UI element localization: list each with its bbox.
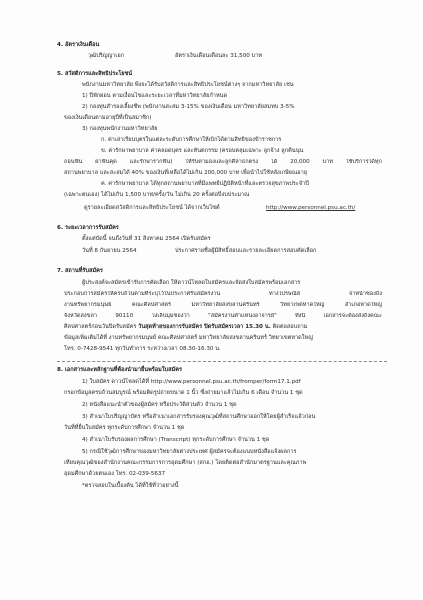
benefit-item-3b-cont: ถอนฟัน ผ่าฟันคุด และรักษารากฟัน) ให้รับตามองและลูกศิลาธกตรง ได้ 20,000 บาท ใช้บริการได้ทุก bbox=[64, 159, 382, 165]
deadline-notice: วันสุดท้ายของการรับสมัคร ปิดรับสมัครเวลา 15.30 น. bbox=[138, 324, 271, 330]
announcement-date: วันที่ 8 กันยายน 2564 bbox=[82, 248, 137, 254]
section-7-title: 7. สถานที่รับสมัคร bbox=[57, 268, 103, 274]
personnel-website-link[interactable]: http://www.personnel.psu.ac.th/ bbox=[266, 205, 356, 211]
benefits-more-info: ดูรายละเอียดสวัสดิการและสิทธิประโยชน์ ได้จากเว็บไซต์ bbox=[84, 205, 220, 211]
section-5-title: 5. สวัสดิการและสิทธิประโยชน์ bbox=[57, 71, 133, 77]
announcement-description: ประกาศรายชื่อผู้มีสิทธิ์สอบและรายละเอียดการสอบคัดเลือก bbox=[175, 248, 317, 254]
section-divider bbox=[57, 361, 387, 362]
benefit-item-3: 3) กองทุนพนักงานมหาวิทยาลัย bbox=[82, 126, 158, 132]
document-item-5-cont2: อุดมศึกษาด้วยตนเอง โทร. 02-039-5637 bbox=[64, 471, 166, 477]
application-place-line-3: งานทรัพยากรมนุษย์ คณะศิลปศาสตร์ มหาวิทยาลัยสงขลานครินทร์ วิทยาเขตหาดใหญ่ อำเภอหาดใหญ่ bbox=[64, 302, 382, 308]
document-check-note: *ตรวจสอบในเบื้องต้น ได้ที่ใช้ที่ว่าอย่างนี้ bbox=[82, 483, 179, 489]
application-place-line-1: ผู้ประสงค์จะสมัครเข้ารับการคัดเลือก ให้ดาวน์โหลดใบสมัครและจัดส่งใบสมัครพร้อมเอกสาร bbox=[82, 280, 301, 286]
benefit-item-2: 2) กองทุนสำรองเลี้ยงชีพ (พนักงานสะสม 3-15% ของเงินเดือน มหาวิทยาลัยสมทบ 3-5% bbox=[82, 104, 295, 110]
application-place-line-6: ข้อมูลเพิ่มเติมได้ที่ งานทรัพยากรมนุษย์ คณะศิลปศาสตร์ มหาวิทยาลัยสงขลานครินทร์ วิทยาเขตหาดใหญ่ bbox=[64, 335, 313, 341]
benefit-item-3b-cont2: สถานพยาบาล และสะสมได้ 40% ของเงินที่เหลือได้ไม่เกิน 200,000 บาท เพื่อนำไปใช้หลังเกษียณอายุ bbox=[64, 170, 308, 176]
section-4-title: 4. อัตราเงินเดือน bbox=[57, 42, 100, 48]
benefits-intro: พนักงานมหาวิทยาลัย พึงจะได้รับสวัสดิการและสิทธิประโยชน์ต่างๆ จากมหาวิทยาลัย เช่น bbox=[82, 82, 294, 88]
benefit-item-3b: ข. ค่ารักษาพยาบาล ค่าคลอดบุตร และทันตกรรม (ครอบคลุมเฉพาะ ลูกจ้าง ลูกคินนุน bbox=[101, 148, 304, 154]
benefit-item-2-cont: ของเงินเดือนตามอายุปีที่เป็นสมาชิก) bbox=[64, 115, 152, 121]
degree-requirement: วุฒิปริญญาเอก bbox=[88, 53, 125, 59]
document-item-4: 4) สำเนาใบรับรองผลการศึกษา (Transcript) ทุกระดับการศึกษา จำนวน 1 ชุด bbox=[82, 437, 270, 443]
document-item-5-cont: เทียบคุณวุฒิของสำนักงานคณะกรรมการการอุดมศึกษา (สกอ.) โดยติดต่อสำนักมาตรฐานและคุณภาพ bbox=[64, 460, 307, 466]
benefit-item-3c-cont: (เฉพาะตนเอง) ได้ไม่เกิน 1,500 บาท/ครั้ง/วัน ไม่เกิน 20 ครั้งต่อปีงบประมาณ bbox=[64, 192, 250, 198]
application-place-line-2: ประกอบการสมัครให้ครบถ้วนตามที่ระบุไว้ในประกาศรับสมัครงาน ทางไปรษณีย์ จ่าหน้าซองถึง bbox=[64, 291, 382, 297]
application-place-line-5 bbox=[64, 324, 307, 331]
contact-prefix: ติดต่อสอบถาม bbox=[270, 324, 308, 330]
document-item-3: 3) สำเนาใบปริญญาบัตร หรือสำเนาเอกสารรับรองคุณวุฒิที่สถานศึกษาออกให้โดยผู้สำเร็จแล้วก่อน bbox=[82, 414, 316, 420]
benefit-item-1: 1) ปีพักผ่อน ตามเงื่อนไขและระยะเวลาที่มหาวิทยาลัยกำหนด bbox=[82, 93, 228, 99]
document-item-5: 5) กรณีใช้วุฒิการศึกษาของมหาวิทยาลัยต่างประเทศ ผู้สมัครจะต้องแนบหนังสือแจ้งผลการ bbox=[82, 449, 297, 455]
document-item-1: 1) ใบสมัคร ดาวน์โหลดได้ที่ http://www.personnel.psu.ac.th/fromper/form17.1.pdf bbox=[82, 379, 301, 385]
document-item-3-cont: วันที่ที่ยื่นใบสมัคร ทุกระดับการศึกษา จำนวน 1 ชุด bbox=[64, 425, 185, 431]
application-period: ตั้งแต่บัดนี้ จนถึงวันที่ 31 สิงหาคม 2564 เปิดรับสมัคร bbox=[82, 236, 211, 242]
section-6-title: 6. ระยะเวลาการรับสมัคร bbox=[57, 225, 119, 231]
section-8-title: 8. เอกสารและหลักฐานที่ต้องนำมายื่นพร้อมใบสมัคร bbox=[57, 367, 182, 373]
benefit-item-3a: ก. ค่าเล่าเรียนบุตรในแต่ละระดับการศึกษาให้เบิกได้ตามสิทธิของข้าราชการ bbox=[101, 137, 282, 143]
application-place-line-4: จังหวัดสงขลา 90110 วงเล็บมุมซองว่า "สมัครงานตำแหน่งอาจารย์" ทั้งนี้ เอกสารจะต้องส่งถึงคณะ bbox=[64, 313, 382, 319]
salary-rate: อัตราเงินเดือนเดือนละ 31,500 บาท bbox=[175, 53, 263, 59]
document-item-1-cont: กรอกข้อมูลครบถ้วนสมบูรณ์ พร้อมติดรูปถ่ายขนาด 1 นิ้ว ซึ่งถ่ายมาแล้วไม่เกิน 6 เดือน จำนวน 1 ชุด bbox=[64, 390, 303, 396]
document-item-2: 2) หนังสือแนะนำตัวของผู้สมัคร หรือประวัติส่วนตัว จำนวน 1 ชุด bbox=[82, 402, 237, 408]
contact-phone-hours: โทร. 0-7428-9541 ทุกวันทำการ ระหว่างเวลา 08.30-16.30 น. bbox=[64, 346, 221, 352]
deadline-prefix: ศิลปศาสตร์ก่อนวันปิดรับสมัคร bbox=[64, 324, 139, 330]
benefit-item-3c: ค. ค่ารักษาพยาบาล ได้ทุกสถานพยาบาลที่มีแพทย์ปฏิบัติหน้าที่และตรวจสุขภาพประจำปี bbox=[101, 181, 309, 187]
